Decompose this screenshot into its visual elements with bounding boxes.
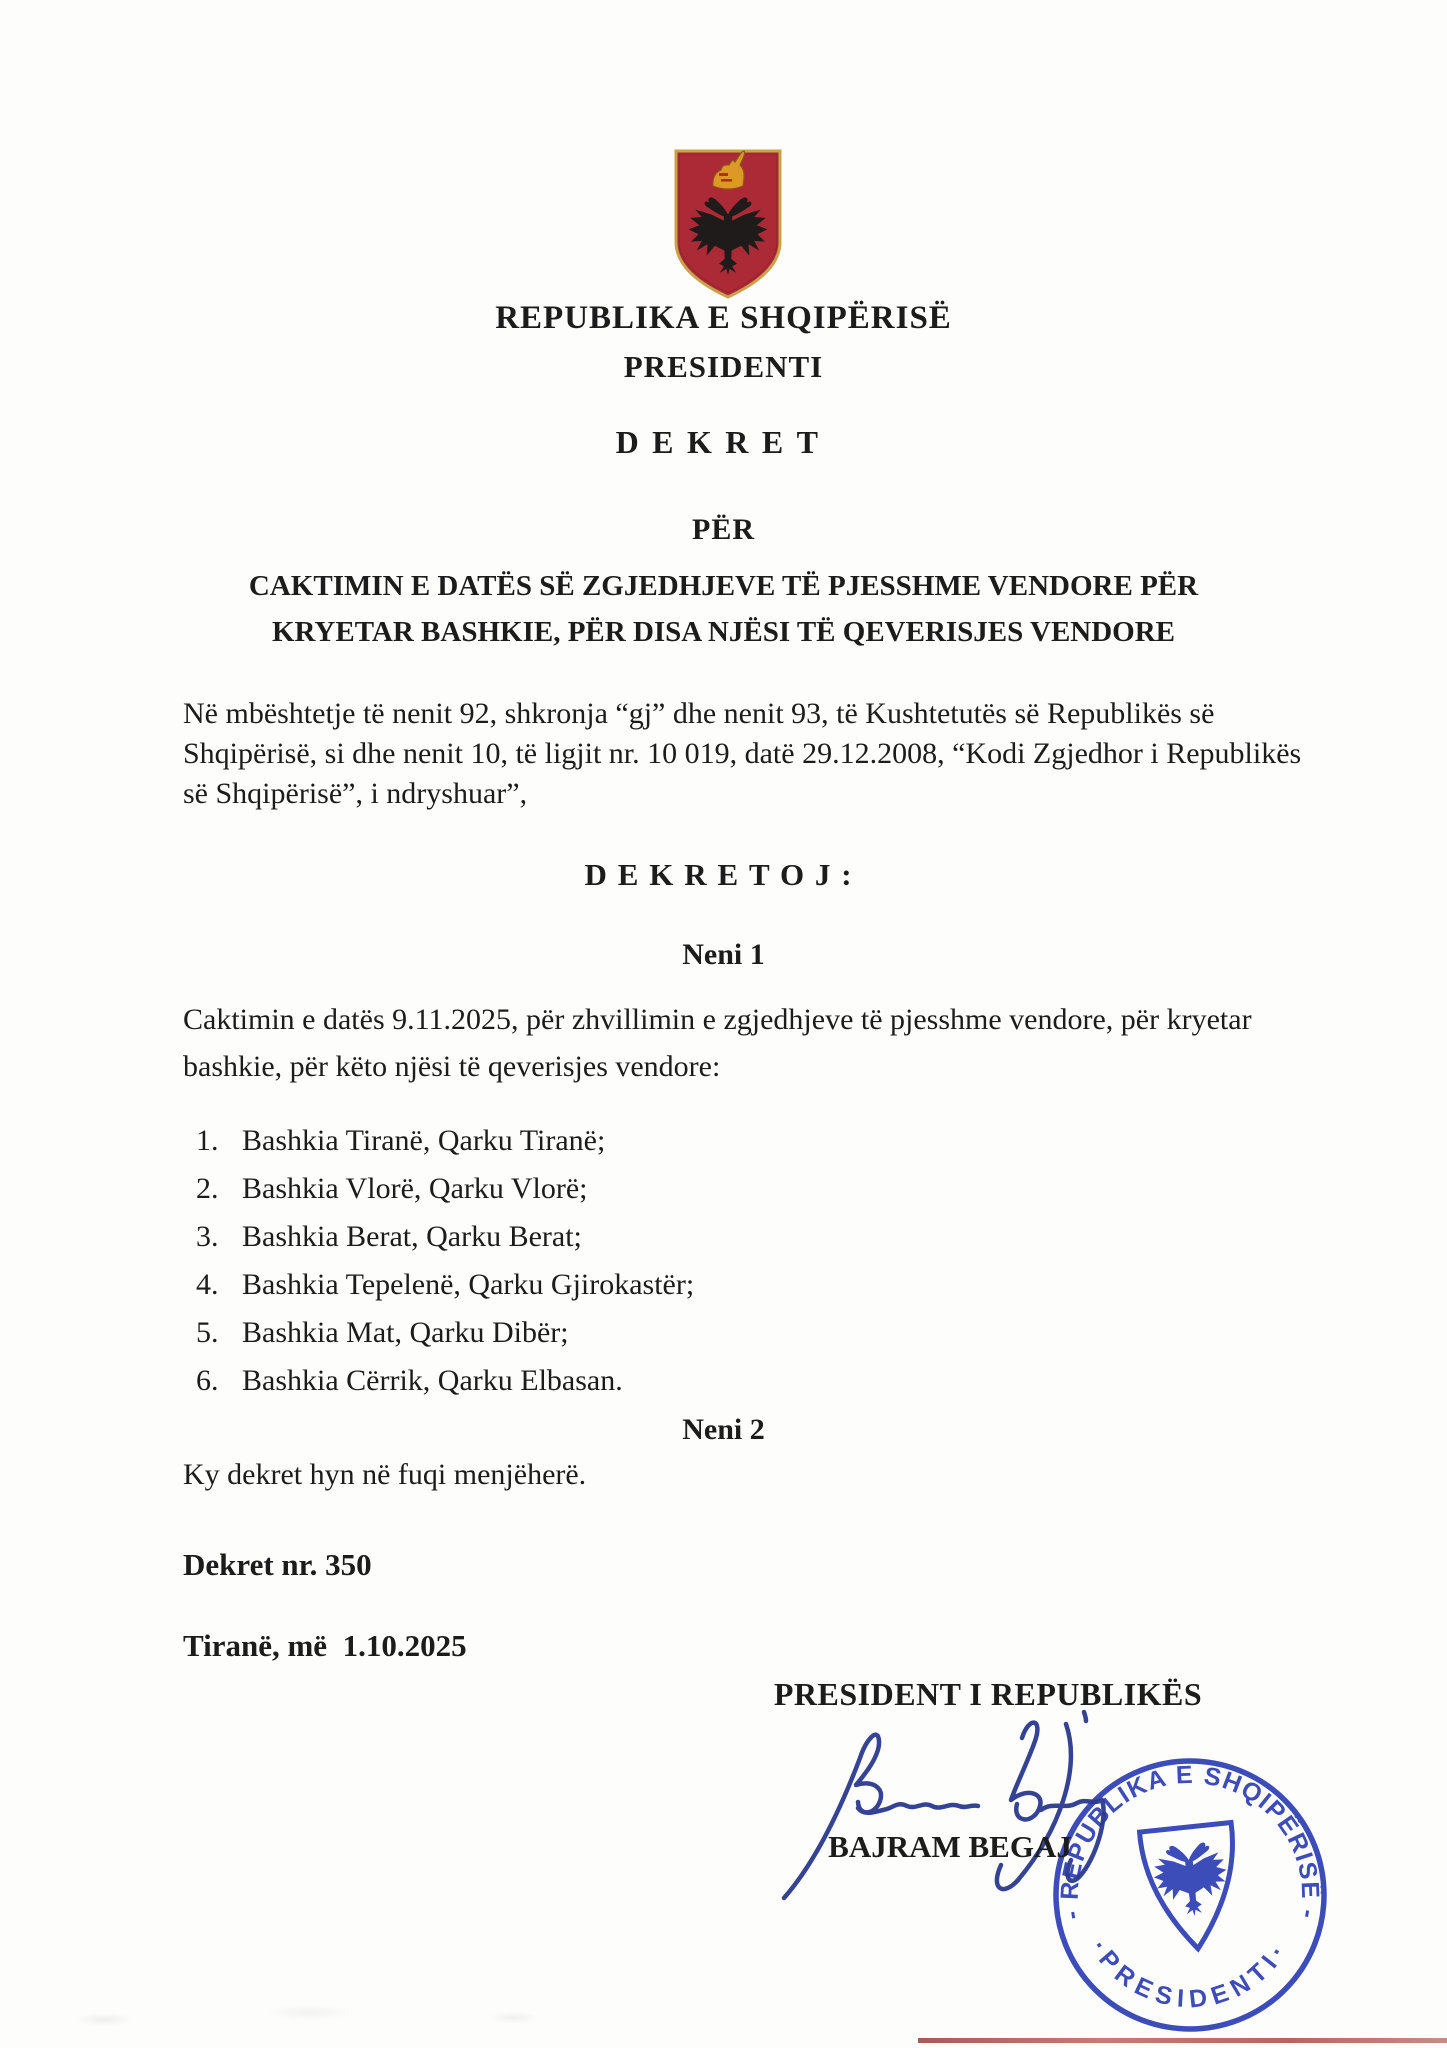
article-1-heading: Neni 1 [682,938,765,971]
decree-number: Dekret nr. 350 [183,1547,372,1582]
scan-smudge [30,1998,650,2034]
enacting-formula: DEKRETOJ: [584,857,863,892]
institution-heading: PRESIDENTI [623,349,824,384]
article-2-body: Ky dekret hyn në fuqi menjëherë. [183,1458,587,1491]
stamp-ring-text-top: - REPUBLIKA E SHQIPËRISË - [1055,1760,1325,1922]
decree-per: PËR [692,513,755,546]
list-item: Bashkia Berat, Qarku Berat; [242,1220,582,1253]
list-item: Bashkia Cërrik, Qarku Elbasan. [242,1364,623,1397]
decree-title-line-2: KRYETAR BASHKIE, PËR DISA NJËSI TË QEVERISJES VENDORE [271,616,1176,648]
municipality-list [196,1124,694,1412]
list-item: Bashkia Vlorë, Qarku Vlorë; [242,1172,588,1205]
stamp-shield-icon [1139,1823,1243,1954]
decree-heading: DEKRET [615,424,832,460]
republic-heading: REPUBLIKA E SHQIPËRISË [495,300,952,336]
svg-text:·PRESIDENTI· [1085,1935,1295,2013]
decree-title [0,563,1447,655]
president-signature [766,1698,1146,1913]
signatory-title: PRESIDENT I REPUBLIKËS [773,1676,1203,1712]
article-2-heading: Neni 2 [682,1413,765,1446]
article-1-body: Caktimin e datës 9.11.2025, për zhvillimin e zgjedhjeve të pjesshme vendore, për kryetar bashkie, për këto njësi të qeverisjes vendore: [183,1003,1252,1083]
stamp-ring-text-bottom: ·PRESIDENTI· [1085,1935,1295,2014]
list-item: Bashkia Mat, Qarku Dibër; [242,1316,569,1349]
preamble-paragraph: Në mbështetje të nenit 92, shkronja “gj” dhe nenit 93, të Kushtetutës së Republikës së Shqipërisë, si dhe nenit 10, të ligjit nr. 10 019, datë 29.12.2008, “Kodi Zgjedhor i Republikës së Shqipërisë”, i ndryshuar”, [183,697,1302,810]
list-item: Bashkia Tepelenë, Qarku Gjirokastër; [242,1268,695,1301]
decree-title-line-1: CAKTIMIN E DATËS SË ZGJEDHJEVE TË PJESSHME VENDORE PËR [248,570,1199,602]
coat-of-arms-albania-icon [671,146,785,302]
list-item: Bashkia Tiranë, Qarku Tiranë; [242,1124,606,1157]
place-and-date: Tiranë, më 1.10.2025 [183,1628,467,1663]
signatory-name: BAJRAM BEGAJ [828,1829,1072,1864]
